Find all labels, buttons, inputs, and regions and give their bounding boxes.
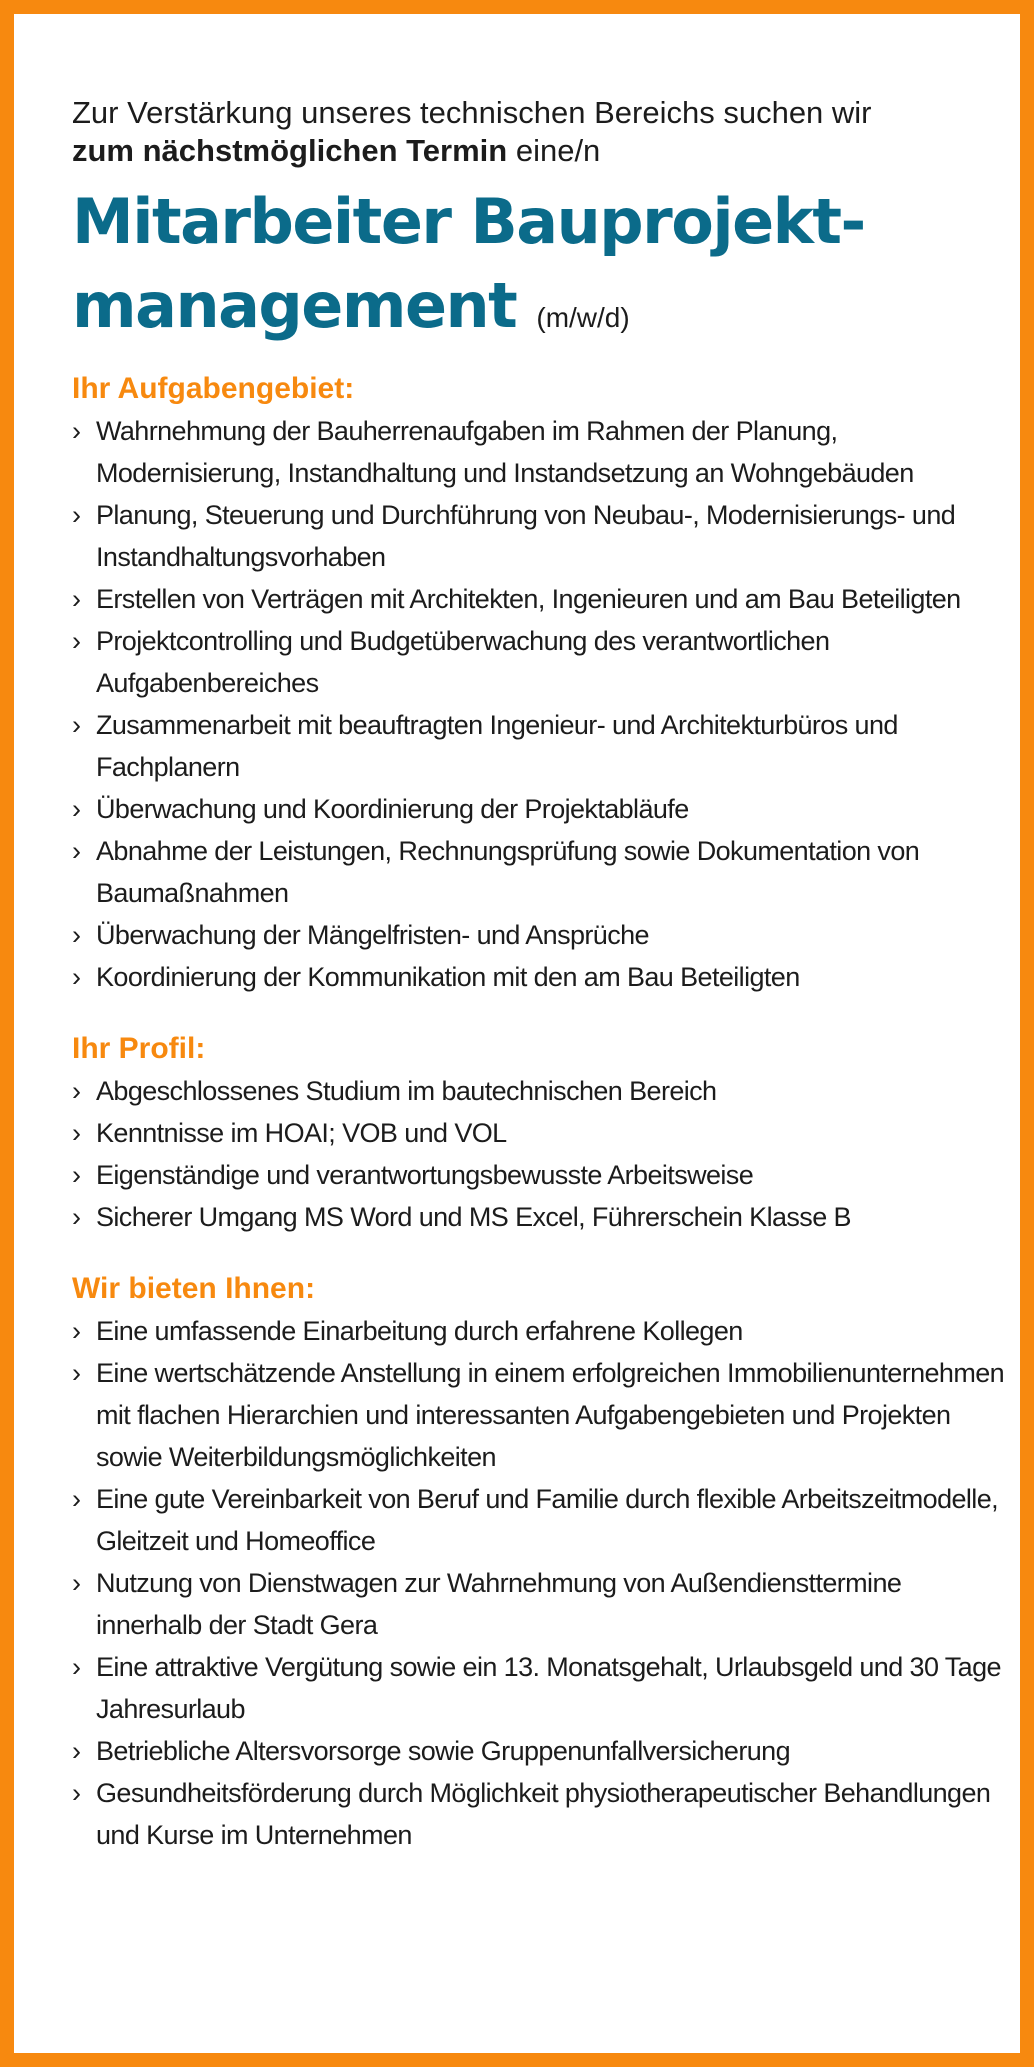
chevron-right-icon: ›: [72, 1484, 81, 1514]
chevron-right-icon: ›: [72, 920, 81, 950]
intro-line1: Zur Verstärkung unseres technischen Bereichs suchen wir: [72, 95, 872, 130]
list-item: [72, 1154, 1012, 1196]
list-item: [72, 620, 1012, 704]
list-item: [72, 788, 1012, 830]
list-item-text: Koordinierung der Kommunikation mit den am Bau Beteiligten: [96, 962, 800, 992]
list-item: [72, 1478, 1012, 1562]
section-heading: Ihr Aufgabengebiet:: [72, 372, 355, 405]
job-title-line2: management: [72, 269, 517, 342]
list-item-text: Betriebliche Altersvorsorge sowie Gruppenunfallversicherung: [96, 1736, 790, 1766]
chevron-right-icon: ›: [72, 1358, 81, 1388]
list-item-text: Abgeschlossenes Studium im bautechnischen Bereich: [96, 1076, 717, 1106]
chevron-right-icon: ›: [72, 626, 81, 656]
chevron-right-icon: ›: [72, 1568, 81, 1598]
chevron-right-icon: ›: [72, 836, 81, 866]
list-item: [72, 704, 1012, 788]
list-item: [72, 578, 1012, 620]
intro-line2-bold: zum nächstmöglichen Termin: [72, 133, 508, 168]
benefits-list: [72, 1310, 1012, 1856]
chevron-right-icon: ›: [72, 794, 81, 824]
profile-list: [72, 1070, 1012, 1238]
chevron-right-icon: ›: [72, 584, 81, 614]
list-item-text: Überwachung und Koordinierung der Projektabläufe: [96, 794, 689, 824]
list-item-text: Eine gute Vereinbarkeit von Beruf und Familie durch flexible Arbeitszeitmodelle, Gleitzeit und Homeoffice: [96, 1484, 999, 1556]
list-item: [72, 830, 1012, 914]
list-item: [72, 1070, 1012, 1112]
list-item-text: Zusammenarbeit mit beauftragten Ingenieur- und Architekturbüros und Fachplanern: [96, 710, 898, 782]
list-item-text: Projektcontrolling und Budgetüberwachung des verantwortlichen Aufgabenbereiches: [96, 626, 830, 698]
task-list: [72, 410, 1012, 998]
list-item-text: Wahrnehmung der Bauherrenaufgaben im Rahmen der Planung, Modernisierung, Instandhaltung und Instandsetzung an Wohngebäuden: [96, 416, 914, 488]
job-title-line1: Mitarbeiter Bauprojekt-: [72, 185, 865, 258]
list-item: [72, 1310, 1012, 1352]
list-item-text: Eigenständige und verantwortungsbewusste Arbeitsweise: [96, 1160, 754, 1190]
list-item: [72, 1562, 1012, 1646]
list-item: [72, 1196, 1012, 1238]
chevron-right-icon: ›: [72, 416, 81, 446]
section-tasks: [72, 368, 1012, 998]
section-heading: Wir bieten Ihnen:: [72, 1272, 316, 1305]
list-item: [72, 956, 1012, 998]
list-item: [72, 914, 1012, 956]
chevron-right-icon: ›: [72, 1316, 81, 1346]
ad-content: [72, 94, 1012, 1856]
list-item: [72, 1646, 1012, 1730]
section-benefits: [72, 1268, 1012, 1856]
chevron-right-icon: ›: [72, 1202, 81, 1232]
list-item-text: Überwachung der Mängelfristen- und Ansprüche: [96, 920, 649, 950]
list-item: [72, 494, 1012, 578]
gender-suffix: (m/w/d): [536, 302, 630, 333]
job-title: [72, 180, 1012, 360]
list-item: [72, 1352, 1012, 1478]
list-item-text: Erstellen von Verträgen mit Architekten, Ingenieuren und am Bau Beteiligten: [96, 584, 961, 614]
list-item: [72, 1772, 1012, 1856]
list-item-text: Eine umfassende Einarbeitung durch erfahrene Kollegen: [96, 1316, 743, 1346]
chevron-right-icon: ›: [72, 1076, 81, 1106]
list-item-text: Kenntnisse im HOAI; VOB und VOL: [96, 1118, 507, 1148]
list-item-text: Eine attraktive Vergütung sowie ein 13. Monatsgehalt, Urlaubsgeld und 30 Tage Jahresurlaub: [96, 1652, 1001, 1724]
list-item-text: Planung, Steuerung und Durchführung von Neubau-, Modernisierungs- und Instandhaltungsvorhaben: [96, 500, 956, 572]
intro-text: [72, 94, 1012, 170]
section-profile: [72, 1028, 1012, 1238]
list-item: [72, 410, 1012, 494]
list-item-text: Abnahme der Leistungen, Rechnungsprüfung sowie Dokumentation von Baumaßnahmen: [96, 836, 920, 908]
list-item-text: Sicherer Umgang MS Word und MS Excel, Führerschein Klasse B: [96, 1202, 851, 1232]
list-item: [72, 1112, 1012, 1154]
chevron-right-icon: ›: [72, 1118, 81, 1148]
section-heading: Ihr Profil:: [72, 1032, 206, 1065]
chevron-right-icon: ›: [72, 1778, 81, 1808]
chevron-right-icon: ›: [72, 710, 81, 740]
chevron-right-icon: ›: [72, 1736, 81, 1766]
list-item-text: Nutzung von Dienstwagen zur Wahrnehmung von Außendiensttermine innerhalb der Stadt Gera: [96, 1568, 902, 1640]
chevron-right-icon: ›: [72, 1652, 81, 1682]
list-item: [72, 1730, 1012, 1772]
chevron-right-icon: ›: [72, 962, 81, 992]
list-item-text: Eine wertschätzende Anstellung in einem erfolgreichen Immobilienunternehmen mit flachen Hierarchien und interessanten Aufgabengebieten und Projekten sowie Weiterbildungsmöglichkeiten: [96, 1358, 1005, 1472]
list-item-text: Gesundheitsförderung durch Möglichkeit physiotherapeutischer Behandlungen und Kurse im Unternehmen: [96, 1778, 991, 1850]
intro-line2-rest: eine/n: [507, 133, 601, 168]
chevron-right-icon: ›: [72, 500, 81, 530]
chevron-right-icon: ›: [72, 1160, 81, 1190]
